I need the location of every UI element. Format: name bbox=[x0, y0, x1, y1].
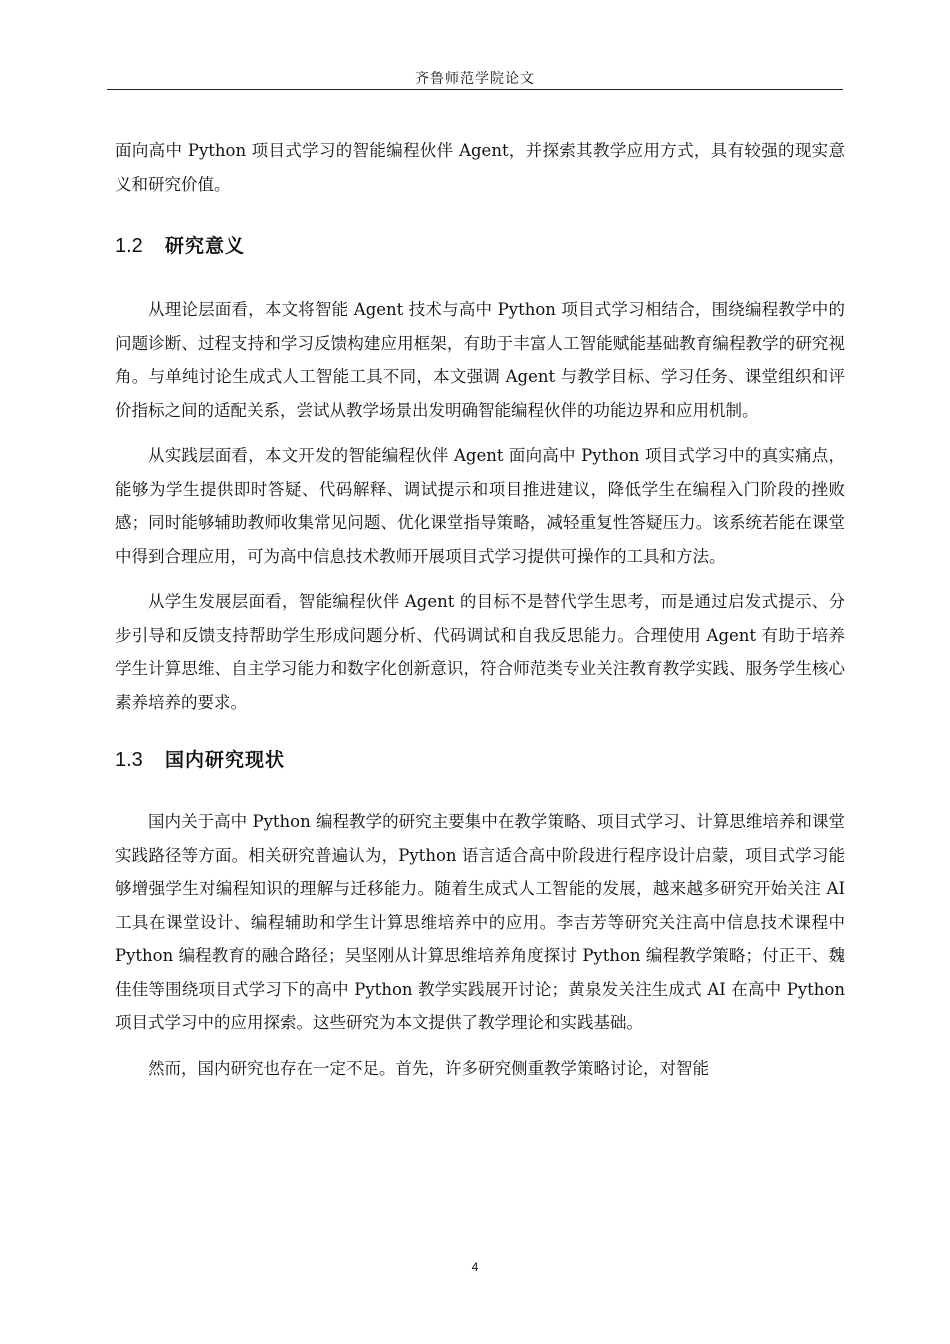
section-number: 1.2 bbox=[115, 235, 143, 257]
running-header: 齐鲁师范学院论文 bbox=[415, 71, 535, 87]
section-title: 国内研究现状 bbox=[165, 749, 286, 771]
section-title: 研究意义 bbox=[165, 235, 246, 257]
paragraph-domestic-research: 国内关于高中 Python 编程教学的研究主要集中在教学策略、项目式学习、计算思维培养和课堂实践路径等方面。相关研究普遍认为，Python 语言适合高中阶段进行程序设计启蒙，项目式学习能够增强学生对编程知识的理解与迁移能力。随着生成式人工智能的发展，越来越多研究开始关注 AI 工具在课堂设计、编程辅助和学生计算思维培养中的应用。李吉芳等研究关注高中信息技术课程中 Python 编程教育的融合路径；吴坚刚从计算思维培养角度探讨 Python 编程教学策略；付正干、魏佳佳等围绕项目式学习下的高中 Python 教学实践展开讨论；黄泉发关注生成式 AI 在高中 Python 项目式学习中的应用探索。这些研究为本文提供了教学理论和实践基础。 bbox=[115, 812, 845, 1032]
page-body bbox=[115, 134, 845, 1085]
page-number: 4 bbox=[471, 1260, 479, 1274]
paragraph-practice: 从实践层面看，本文开发的智能编程伙伴 Agent 面向高中 Python 项目式学习中的真实痛点，能够为学生提供即时答疑、代码解释、调试提示和项目推进建议，降低学生在编程入门阶段的挫败感；同时能够辅助教师收集常见问题、优化课堂指导策略，减轻重复性答疑压力。该系统若能在课堂中得到合理应用，可为高中信息技术教师开展项目式学习提供可操作的工具和方法。 bbox=[115, 446, 845, 566]
header-divider bbox=[107, 89, 843, 90]
paragraph-theory: 从理论层面看，本文将智能 Agent 技术与高中 Python 项目式学习相结合，围绕编程教学中的问题诊断、过程支持和学习反馈构建应用框架，有助于丰富人工智能赋能基础教育编程教学的研究视角。与单纯讨论生成式人工智能工具不同，本文强调 Agent 与教学目标、学习任务、课堂组织和评价指标之间的适配关系，尝试从教学场景出发明确智能编程伙伴的功能边界和应用机制。 bbox=[115, 300, 845, 420]
paragraph-domestic-shortcomings: 然而，国内研究也存在一定不足。首先，许多研究侧重教学策略讨论，对智能 bbox=[148, 1058, 709, 1078]
paragraph-student-development: 从学生发展层面看，智能编程伙伴 Agent 的目标不是替代学生思考，而是通过启发式提示、分步引导和反馈支持帮助学生形成问题分析、代码调试和自我反思能力。合理使用 Agent 有助于培养学生计算思维、自主学习能力和数字化创新意识，符合师范类专业关注教育教学实践、服务学生核心素养培养的要求。 bbox=[115, 592, 845, 712]
section-heading-1-3 bbox=[115, 745, 845, 781]
section-number: 1.3 bbox=[115, 749, 143, 771]
intro-paragraph: 面向高中 Python 项目式学习的智能编程伙伴 Agent，并探索其教学应用方式，具有较强的现实意义和研究价值。 bbox=[115, 141, 845, 194]
section-heading-1-2 bbox=[115, 231, 845, 267]
